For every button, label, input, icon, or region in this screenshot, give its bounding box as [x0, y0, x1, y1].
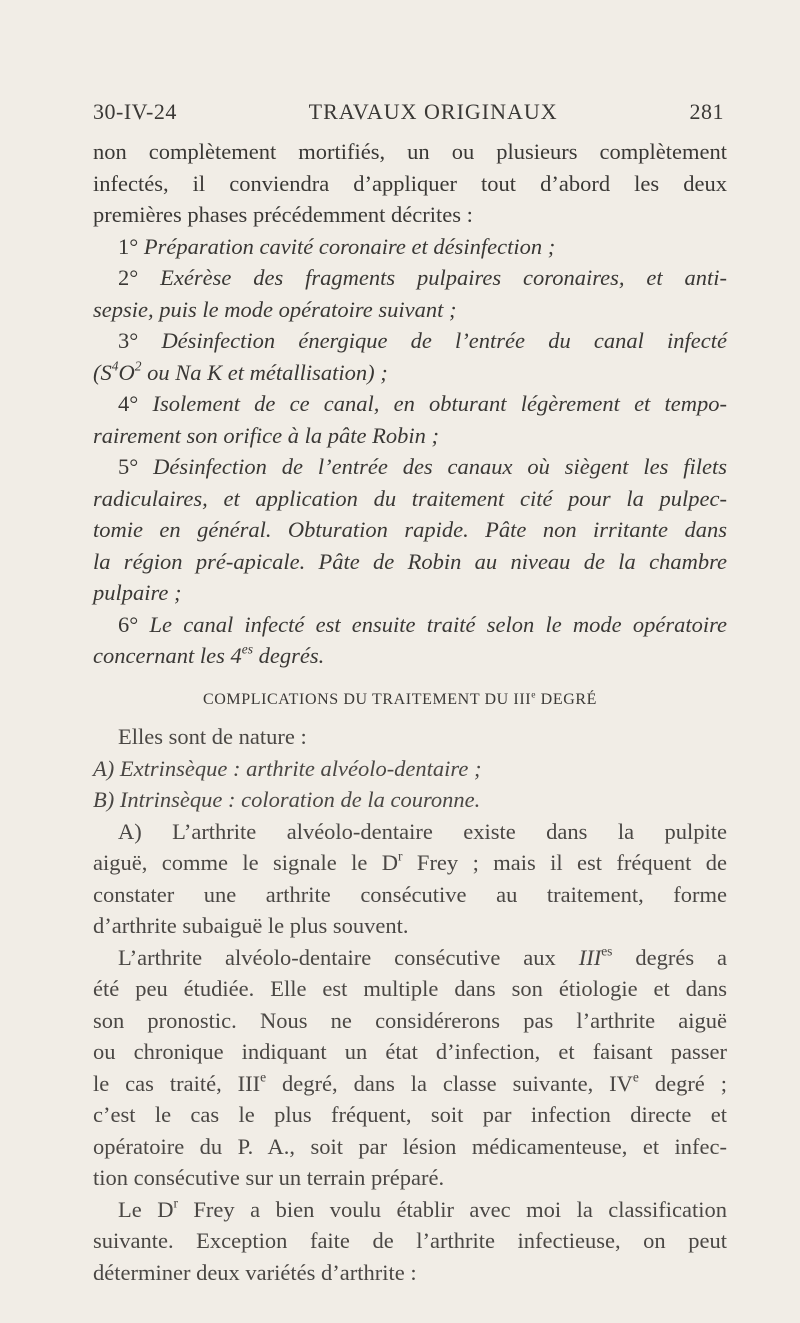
list-item-b: B) Intrinsèque : coloration de la couronne. — [93, 787, 481, 812]
text-line: rairement son orifice à la pâte Robin ; — [93, 422, 439, 448]
step-6: 6° Le canal infecté est ensuite traité selon le mode opératoire — [118, 611, 728, 637]
text-line: infectés, il conviendra d’appliquer tout d’abord les deux — [93, 170, 727, 196]
text-line: A) L’arthrite alvéolo-dentaire existe dans la pulpite — [118, 818, 727, 844]
header-title: TRAVAUX ORIGINAUX — [308, 99, 558, 124]
text-line: suivante. Exception faite de l’arthrite infectieuse, on peut — [93, 1228, 727, 1253]
step-2: 2° Exérèse des fragments pulpaires coronaires, et anti- — [118, 265, 727, 290]
text-line: concernant les $4^{es}$ degrés. — [93, 641, 325, 668]
text-line: non complètement mortifiés, un ou plusieurs complètement — [93, 139, 727, 164]
list-item-a: A) Extrinsèque : arthrite alvéolo-dentaire ; — [93, 755, 482, 781]
text-line: le cas traité, IIIe degré, dans la classe suivante, IVe degré ; — [93, 1069, 727, 1096]
text-line: pulpaire ; — [93, 580, 182, 605]
section-body — [93, 721, 727, 1288]
text-line: son pronostic. Nous ne considérerons pas l’arthrite aiguë — [93, 1007, 727, 1033]
text-line: Elles sont de nature : — [118, 724, 307, 749]
step-1: 1° Préparation cavité coronaire et désinfection ; — [118, 233, 556, 259]
step-3: 3° Désinfection énergique de l’entrée du canal infecté — [118, 328, 727, 353]
step-5: 5° Désinfection de l’entrée des canaux où siègent les filets — [118, 454, 728, 479]
text-line: ou chronique indiquant un état d’infection, et faisant passer — [93, 1039, 727, 1064]
text-line: ($S^4O^2$ ou Na K et métallisation) ; — [93, 358, 388, 385]
header-date: 30-IV-24 — [93, 99, 177, 124]
page-number: 281 — [689, 99, 724, 124]
running-header — [93, 99, 724, 125]
text-line: la région pré-apicale. Pâte de Robin au niveau de la chambre — [93, 548, 727, 574]
text-line: opératoire du P. A., soit par lésion médicamenteuse, et infec- — [93, 1133, 727, 1159]
text-line: tion consécutive sur un terrain préparé. — [93, 1165, 445, 1190]
text-line: constater une arthrite consécutive au traitement, forme — [93, 881, 727, 907]
text-line: sepsie, puis le mode opératoire suivant ; — [93, 296, 457, 322]
text-line: aiguë, comme le signale le $D^r$ Frey ; mais il est fréquent de — [93, 848, 728, 875]
text-line: été peu étudiée. Elle est multiple dans son étiologie et dans — [93, 976, 727, 1001]
step-4: 4° Isolement de ce canal, en obturant légèrement et tempo- — [118, 391, 727, 416]
text-line: c’est le cas le plus fréquent, soit par infection directe et — [93, 1102, 727, 1127]
page-body — [93, 136, 727, 1288]
text-line: premières phases précédemment décrites : — [93, 202, 473, 227]
text-line: radiculaires, et application du traitement cité pour la pulpec- — [93, 485, 727, 511]
text-line: Le $D^r$ Frey a bien voulu établir avec moi la classification — [118, 1195, 727, 1222]
text-line: déterminer deux variétés d’arthrite : — [93, 1259, 417, 1285]
section-heading: COMPLICATIONS DU TRAITEMENT DU IIIe DEGRÉ — [202, 688, 598, 708]
text-line: L’arthrite alvéolo-dentaire consécutive aux $III^{es}$ degrés a — [118, 943, 727, 970]
text-line: d’arthrite subaiguë le plus souvent. — [93, 913, 409, 938]
text-line: tomie en général. Obturation rapide. Pâte non irritante dans — [93, 517, 727, 542]
